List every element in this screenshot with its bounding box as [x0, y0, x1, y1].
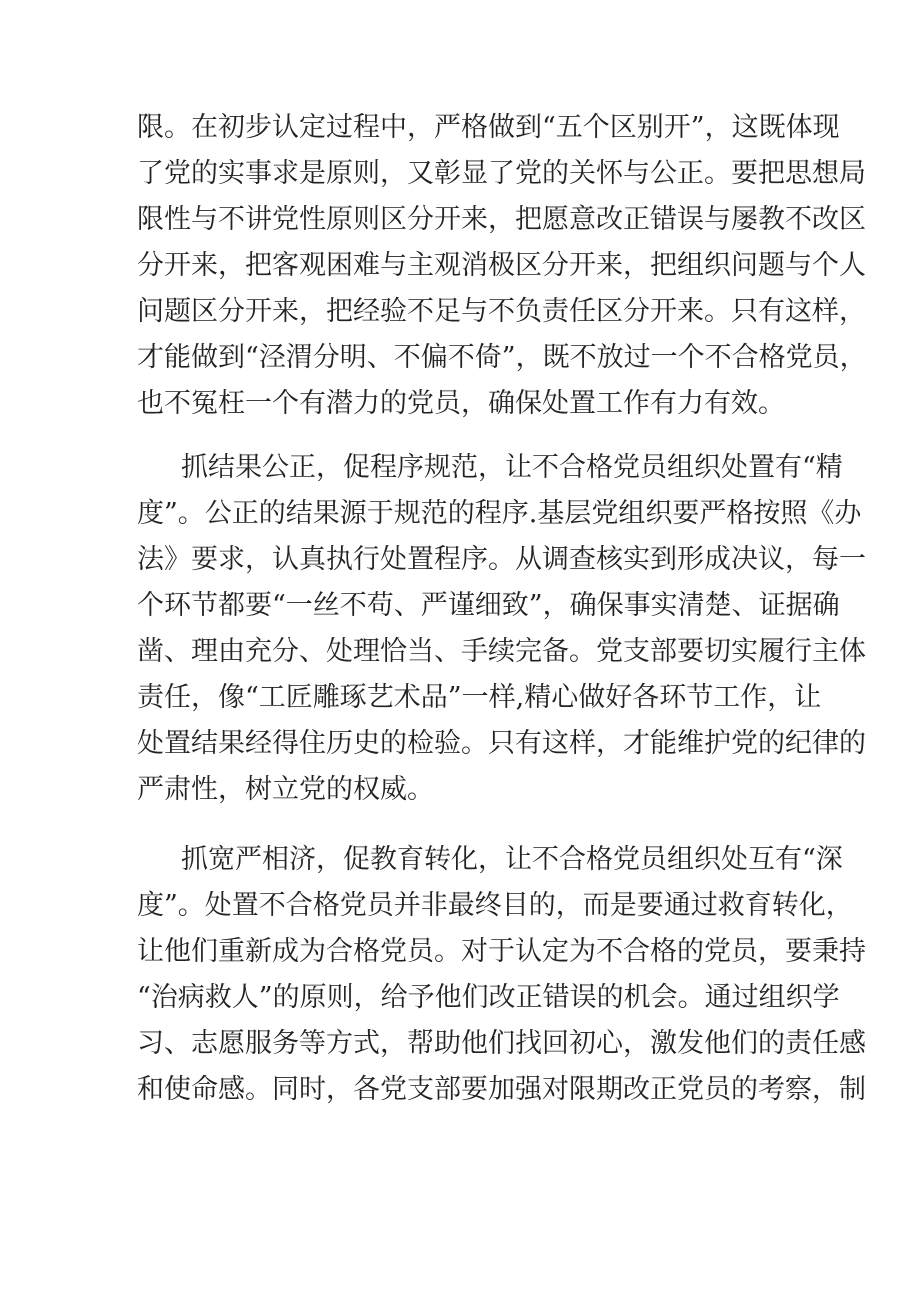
paragraph-3 [137, 837, 866, 1113]
paragraph-line: 凿、理由充分、处理恰当、手续完备。党支部要切实履行主体 [137, 636, 866, 667]
paragraph-line: 问题区分开来，把经验不足与不负责任区分开来。只有这样， [137, 296, 866, 327]
paragraph-line: 限性与不讲党性原则区分开来，把愿意改正错误与屡教不改区 [137, 204, 866, 235]
paragraph-line: 才能做到“泾渭分明、不偏不倚”，既不放过一个不合格党员， [137, 342, 867, 373]
paragraph-2 [137, 445, 866, 813]
paragraph-line: 度”。处置不合格党员并非最终目的，而是要通过救育转化， [137, 890, 853, 921]
paragraph-line: 了党的实事求是原则，又彰显了党的关怀与公正。要把思想局 [137, 158, 866, 189]
paragraph-line: 度”。公正的结果源于规范的程序.基层党组织要严格按照《办 [137, 498, 862, 529]
paragraph-1 [137, 105, 867, 427]
paragraph-line: “治病救人”的原则，给予他们改正错误的机会。通过组织学 [137, 982, 840, 1013]
paragraph-line: 严肃性，树立党的权威。 [137, 774, 434, 805]
paragraph-line: 让他们重新成为合格党员。对于认定为不合格的党员，要秉持 [137, 936, 866, 967]
paragraph-line: 习、志愿服务等方式，帮助他们找回初心，激发他们的责任感 [137, 1028, 866, 1059]
paragraph-line: 抓结果公正，促程序规范，让不合格党员组织处置有“精 [181, 452, 843, 483]
paragraph-line: 法》要求，认真执行处置程序。从调查核实到形成决议，每一 [137, 544, 866, 575]
paragraph-line: 和使命感。同时，各党支部要加强对限期改正党员的考察，制 [137, 1074, 866, 1105]
paragraph-line: 处置结果经得住历史的检验。只有这样，才能维护党的纪律的 [137, 728, 866, 759]
paragraph-line: 也不冤枉一个有潜力的党员，确保处置工作有力有效。 [137, 388, 785, 419]
paragraph-line: 分开来，把客观困难与主观消极区分开来，把组织问题与个人 [137, 250, 866, 281]
paragraph-line: 限。在初步认定过程中，严格做到“五个区别开”，这既体现 [137, 112, 840, 143]
paragraph-line: 个环节都要“一丝不苟、严谨细致”，确保事实清楚、证据确 [137, 590, 840, 621]
paragraph-line: 抓宽严相济，促教育转化，让不合格党员组织处互有“深 [181, 844, 843, 875]
paragraph-line: 责任，像“工匠雕琢艺术品”一样,精心做好各环节工作，让 [137, 682, 822, 713]
